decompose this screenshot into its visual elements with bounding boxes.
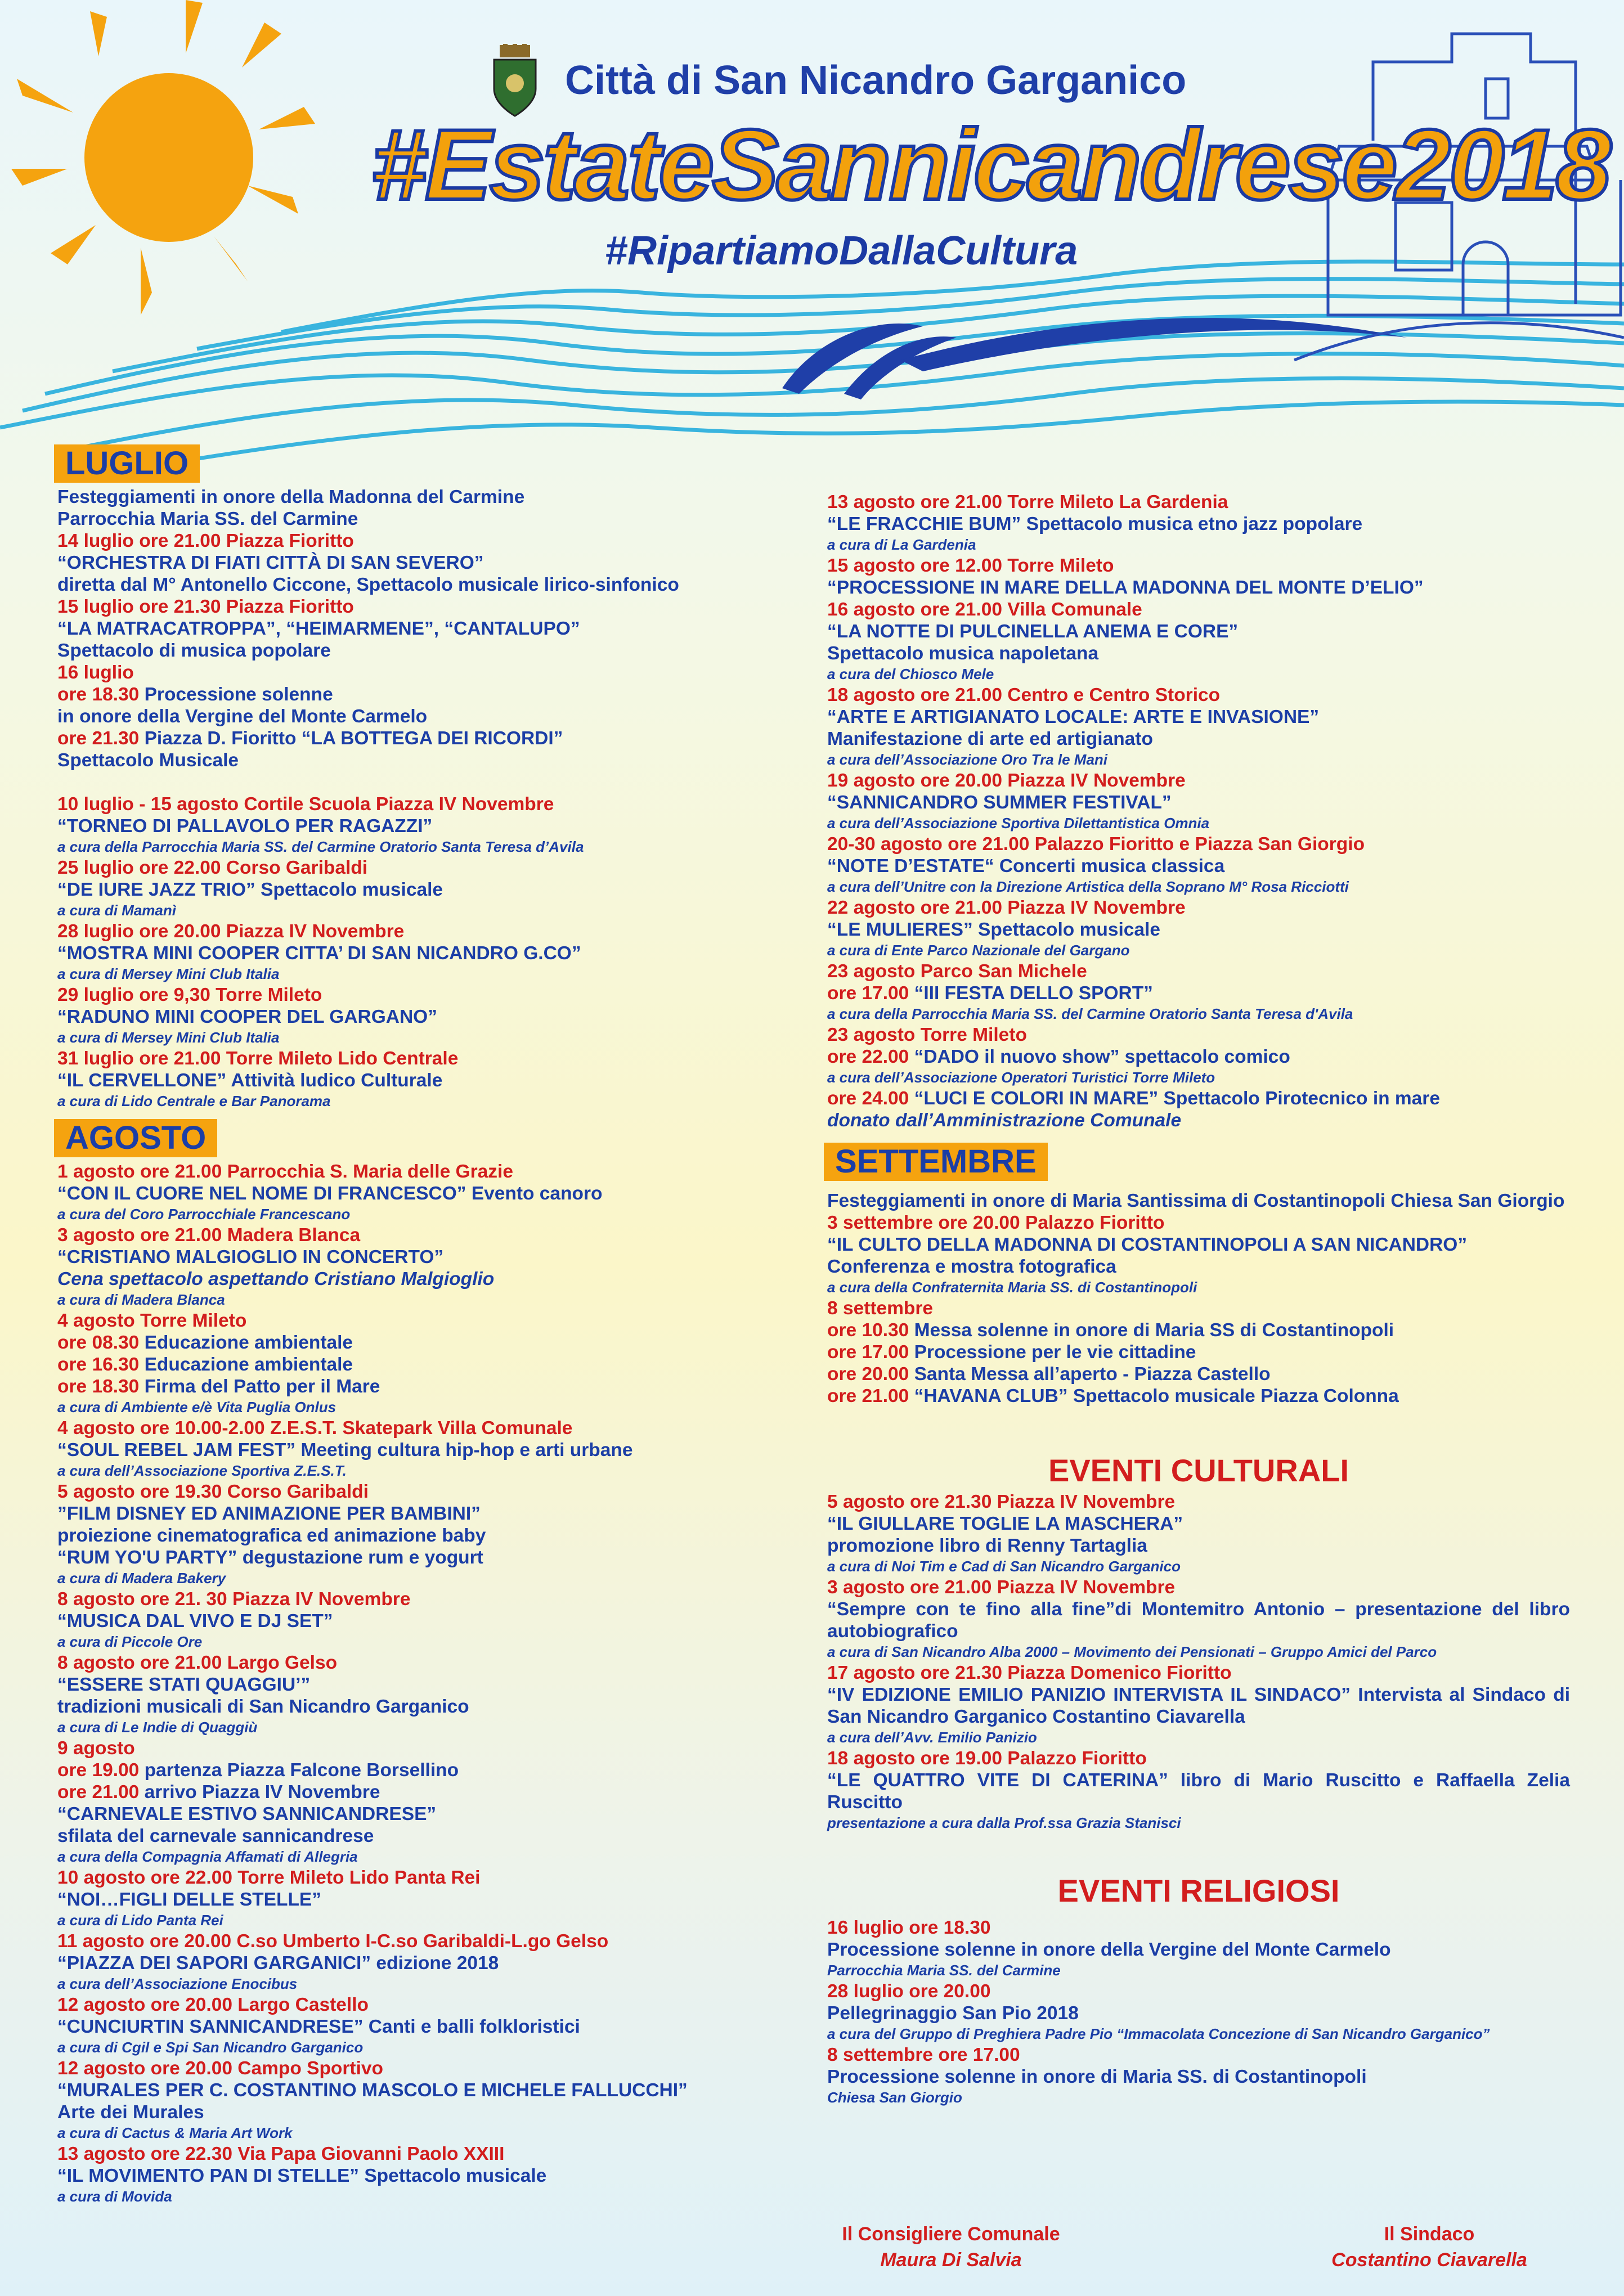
event-organizer: a cura di Ente Parco Nazionale del Gargano	[827, 942, 1130, 959]
event-organizer: a cura della Confraternita Maria SS. di Costantinopoli	[827, 1279, 1197, 1296]
event-text: “DADO il nuovo show” spettacolo comico	[914, 1046, 1290, 1067]
event-text: “LUCI E COLORI IN MARE” Spettacolo Pirotecnico in mare	[914, 1088, 1440, 1109]
event-date: 18 agosto ore 19.00 Palazzo Fioritto	[827, 1748, 1147, 1769]
event-organizer: a cura del Chiosco Mele	[827, 666, 994, 682]
event-organizer: Chiesa San Giorgio	[827, 2089, 962, 2106]
event-organizer: presentazione a cura dalla Prof.ssa Grazia Stanisci	[827, 1814, 1181, 1831]
luglio-events	[57, 486, 761, 1111]
event-description: “NOI…FIGLI DELLE STELLE”	[57, 1889, 321, 1910]
event-organizer: a cura di Lido Panta Rei	[57, 1912, 223, 1929]
event-date: 4 agosto Torre Mileto	[57, 1310, 247, 1331]
event-date: 17 agosto ore 21.30 Piazza Domenico Fioritto	[827, 1663, 1232, 1683]
event-text: Messa solenne in onore di Maria SS di Costantinopoli	[914, 1320, 1394, 1341]
event-organizer: a cura di La Gardenia	[827, 536, 976, 553]
event-date: 8 settembre ore 17.00	[827, 2045, 1020, 2065]
event-line	[827, 1046, 1570, 1068]
event-description: “ESSERE STATI QUAGGIU’”	[57, 1674, 311, 1695]
event-text: arrivo Piazza IV Novembre	[144, 1782, 380, 1803]
event-line	[827, 1341, 1570, 1363]
event-date: 3 agosto ore 21.00 Madera Blanca	[57, 1225, 361, 1246]
event-date: 10 luglio - 15 agosto Cortile Scuola Piazza IV Novembre	[57, 794, 554, 815]
event-description: “CUNCIURTIN SANNICANDRESE” Canti e balli folkloristici	[57, 2016, 580, 2037]
culturali-events	[827, 1491, 1570, 1833]
event-organizer: a cura dell’Associazione Operatori Turistici Torre Mileto	[827, 1069, 1215, 1086]
event-description: “ARTE E ARTIGIANATO LOCALE: ARTE E INVASIONE”	[827, 707, 1320, 727]
event-description: “CON IL CUORE NEL NOME DI FRANCESCO” Evento canoro	[57, 1183, 603, 1204]
event-description: “PIAZZA DEI SAPORI GARGANICI” edizione 2018	[57, 1953, 499, 1974]
event-description: “LE QUATTRO VITE DI CATERINA” libro di Mario Ruscitto e Raffaella Zelia Ruscitto	[827, 1770, 1570, 1813]
event-date: 9 agosto	[57, 1738, 135, 1759]
event-description: “DE IURE JAZZ TRIO” Spettacolo musicale	[57, 879, 443, 900]
event-date: 16 luglio	[57, 662, 134, 683]
event-organizer: a cura di Piccole Ore	[57, 1633, 203, 1650]
event-date: 13 agosto ore 21.00 Torre Mileto La Gardenia	[827, 492, 1228, 513]
event-line	[57, 1332, 761, 1354]
event-text: “III FESTA DELLO SPORT”	[914, 983, 1153, 1004]
event-description: Festeggiamenti in onore della Madonna del Carmine	[57, 487, 525, 507]
event-description: Spettacolo musica napoletana	[827, 643, 1099, 664]
right-column	[827, 491, 1570, 2108]
event-description: “NOTE D’ESTATE“ Concerti musica classica	[827, 856, 1225, 877]
event-text: Santa Messa all’aperto - Piazza Castello	[914, 1364, 1271, 1385]
event-description: “TORNEO DI PALLAVOLO PER RAGAZZI”	[57, 816, 433, 837]
event-date: 10 agosto ore 22.00 Torre Mileto Lido Panta Rei	[57, 1867, 481, 1888]
event-description: Cena spettacolo aspettando Cristiano Malgioglio	[57, 1269, 495, 1289]
event-date: 8 settembre	[827, 1298, 934, 1319]
event-organizer: a cura dell’Associazione Oro Tra le Mani	[827, 751, 1108, 768]
event-organizer: a cura di Movida	[57, 2188, 172, 2205]
event-organizer: a cura dell’Avv. Emilio Panizio	[827, 1729, 1037, 1746]
event-organizer: a cura del Coro Parrocchiale Francescano	[57, 1206, 351, 1223]
event-date: 19 agosto ore 20.00 Piazza IV Novembre	[827, 770, 1186, 791]
event-date: 15 agosto ore 12.00 Torre Mileto	[827, 555, 1114, 576]
agosto-events-left	[57, 1161, 761, 2207]
event-text: Processione solenne	[144, 684, 333, 705]
event-description: “SOUL REBEL JAM FEST” Meeting cultura hip-hop e arti urbane	[57, 1440, 633, 1461]
event-date: 3 agosto ore 21.00 Piazza IV Novembre	[827, 1577, 1176, 1598]
eventi-religiosi-title: EVENTI RELIGIOSI	[1057, 1873, 1340, 1908]
event-time: ore 19.00	[57, 1760, 145, 1781]
event-organizer: a cura di Mersey Mini Club Italia	[57, 965, 280, 982]
event-text: Piazza D. Fioritto “LA BOTTEGA DEI RICORDI”	[144, 728, 563, 749]
event-description: Manifestazione di arte ed artigianato	[827, 729, 1153, 749]
event-description: “IL GIULLARE TOGLIE LA MASCHERA”	[827, 1513, 1183, 1534]
signature-left-title: Il Consigliere Comunale	[842, 2223, 1060, 2245]
city-name: Città di San Nicandro Garganico	[565, 58, 1187, 103]
event-date: 25 luglio ore 22.00 Corso Garibaldi	[57, 857, 368, 878]
event-organizer: a cura di Mersey Mini Club Italia	[57, 1029, 280, 1046]
event-date: 8 agosto ore 21. 30 Piazza IV Novembre	[57, 1589, 411, 1610]
event-description: “Sempre con te fino alla fine”di Montemitro Antonio – presentazione del libro autobiografico	[827, 1599, 1570, 1642]
signature-sindaco	[1311, 2221, 1547, 2273]
event-date: 13 agosto ore 22.30 Via Papa Giovanni Paolo XXIII	[57, 2144, 505, 2164]
month-settembre: SETTEMBRE	[824, 1143, 1048, 1181]
event-description: “MUSICA DAL VIVO E DJ SET”	[57, 1611, 333, 1632]
event-description: “IL CERVELLONE” Attività ludico Culturale	[57, 1070, 443, 1091]
subtitle: #RipartiamoDallaCultura	[605, 228, 1078, 273]
event-date: 11 agosto ore 20.00 C.so Umberto I-C.so Garibaldi-L.go Gelso	[57, 1931, 609, 1952]
event-text: Educazione ambientale	[144, 1332, 353, 1353]
event-date: 23 agosto Torre Mileto	[827, 1025, 1027, 1045]
event-organizer: a cura di Cgil e Spi San Nicandro Garganico	[57, 2039, 364, 2056]
spacer	[57, 771, 761, 793]
eventi-culturali-title: EVENTI CULTURALI	[1048, 1453, 1349, 1488]
event-description: “MOSTRA MINI COOPER CITTA’ DI SAN NICANDRO G.CO”	[57, 943, 581, 964]
event-date: 23 agosto Parco San Michele	[827, 961, 1087, 982]
event-description: sfilata del carnevale sannicandrese	[57, 1826, 374, 1846]
event-line	[57, 1376, 761, 1398]
event-description: “CRISTIANO MALGIOGLIO IN CONCERTO”	[57, 1247, 444, 1268]
event-description: tradizioni musicali di San Nicandro Garganico	[57, 1696, 469, 1717]
event-organizer: a cura della Parrocchia Maria SS. del Carmine Oratorio Santa Teresa d'Avila	[827, 1005, 1353, 1022]
event-date: 14 luglio ore 21.00 Piazza Fioritto	[57, 531, 354, 551]
event-organizer: a cura di Ambiente e/è Vita Puglia Onlus	[57, 1399, 337, 1416]
signature-right-title: Il Sindaco	[1384, 2223, 1475, 2245]
event-date: 16 luglio ore 18.30	[827, 1917, 991, 1938]
event-line	[57, 1354, 761, 1376]
event-description: “ORCHESTRA DI FIATI CITTÀ DI SAN SEVERO”	[57, 552, 484, 573]
event-organizer: Parrocchia Maria SS. del Carmine	[827, 1962, 1061, 1979]
event-time: ore 21.30	[57, 728, 145, 749]
event-date: 5 agosto ore 21.30 Piazza IV Novembre	[827, 1491, 1176, 1512]
event-organizer: a cura di Cactus & Maria Art Work	[57, 2124, 293, 2141]
event-line	[827, 1088, 1570, 1109]
signature-consigliere	[822, 2221, 1080, 2273]
event-text: partenza Piazza Falcone Borsellino	[144, 1760, 459, 1781]
event-time: ore 17.00	[827, 1342, 914, 1363]
event-time: ore 20.00	[827, 1364, 914, 1385]
event-description: “CARNEVALE ESTIVO SANNICANDRESE”	[57, 1804, 437, 1825]
event-line	[57, 1759, 761, 1781]
left-column	[57, 444, 761, 2207]
event-organizer: a cura di Lido Centrale e Bar Panorama	[57, 1093, 331, 1109]
event-organizer: a cura dell’Unitre con la Direzione Artistica della Soprano M° Rosa Ricciotti	[827, 878, 1349, 895]
event-description: Parrocchia Maria SS. del Carmine	[57, 509, 358, 529]
event-description: Spettacolo di musica popolare	[57, 640, 331, 661]
event-description: Spettacolo Musicale	[57, 750, 239, 771]
event-description: “LA MATRACATROPPA”, “HEIMARMENE”, “CANTALUPO”	[57, 618, 580, 639]
event-description: “IL MOVIMENTO PAN DI STELLE” Spettacolo musicale	[57, 2165, 547, 2186]
event-organizer: a cura della Compagnia Affamati di Allegria	[57, 1848, 358, 1865]
event-date: 22 agosto ore 21.00 Piazza IV Novembre	[827, 897, 1186, 918]
event-date: 4 agosto ore 10.00-2.00 Z.E.S.T. Skatepark Villa Comunale	[57, 1418, 573, 1439]
event-time: ore 24.00	[827, 1088, 914, 1109]
signature-left-name: Maura Di Salvia	[880, 2249, 1022, 2271]
event-date: 3 settembre ore 20.00 Palazzo Fioritto	[827, 1212, 1165, 1233]
event-description: donato dall’Amministrazione Comunale	[827, 1110, 1182, 1131]
event-time: ore 21.00	[827, 1386, 914, 1407]
event-description: Processione solenne in onore della Vergine del Monte Carmelo	[827, 1939, 1391, 1960]
event-time: ore 22.00	[827, 1046, 914, 1067]
event-description: “SANNICANDRO SUMMER FESTIVAL”	[827, 792, 1172, 813]
event-line	[827, 1363, 1570, 1385]
event-date: 1 agosto ore 21.00 Parrocchia S. Maria delle Grazie	[57, 1161, 513, 1182]
event-description: Conferenza e mostra fotografica	[827, 1256, 1116, 1277]
event-description: “RADUNO MINI COOPER DEL GARGANO”	[57, 1007, 437, 1027]
event-date: 15 luglio ore 21.30 Piazza Fioritto	[57, 596, 354, 617]
event-description: Arte dei Murales	[57, 2102, 204, 2123]
event-date: 28 luglio ore 20.00	[827, 1981, 991, 2002]
event-description: diretta dal M° Antonello Ciccone, Spettacolo musicale lirico-sinfonico	[57, 574, 679, 595]
event-text: Educazione ambientale	[144, 1354, 353, 1375]
event-description: “LA NOTTE DI PULCINELLA ANEMA E CORE”	[827, 621, 1239, 642]
event-description: “LE MULIERES” Spettacolo musicale	[827, 919, 1160, 940]
event-date: 20-30 agosto ore 21.00 Palazzo Fioritto e Piazza San Giorgio	[827, 834, 1365, 855]
event-time: ore 18.30	[57, 1376, 145, 1397]
city-row	[490, 44, 1186, 117]
event-description: in onore della Vergine del Monte Carmelo	[57, 706, 428, 727]
event-date: 12 agosto ore 20.00 Campo Sportivo	[57, 2058, 383, 2079]
event-time: ore 17.00	[827, 983, 914, 1004]
event-organizer: a cura di Noi Tim e Cad di San Nicandro Garganico	[827, 1558, 1181, 1575]
event-description: Festeggiamenti in onore di Maria Santissima di Costantinopoli Chiesa San Giorgio	[827, 1190, 1565, 1211]
event-description: Pellegrinaggio San Pio 2018	[827, 2003, 1079, 2024]
event-date: 12 agosto ore 20.00 Largo Castello	[57, 1994, 369, 2015]
event-organizer: a cura di Mamanì	[57, 902, 176, 919]
header	[0, 0, 1624, 506]
agosto-events-right	[827, 491, 1570, 1131]
event-time: ore 18.30	[57, 684, 145, 705]
month-agosto: AGOSTO	[54, 1119, 217, 1157]
event-description: “MURALES PER C. COSTANTINO MASCOLO E MICHELE FALLUCCHI”	[57, 2080, 688, 2101]
event-time: ore 08.30	[57, 1332, 145, 1353]
event-line	[57, 1781, 761, 1803]
signature-right-name: Costantino Ciavarella	[1331, 2249, 1527, 2271]
event-organizer: a cura della Parrocchia Maria SS. del Carmine Oratorio Santa Teresa d’Avila	[57, 838, 584, 855]
event-date: 18 agosto ore 21.00 Centro e Centro Storico	[827, 685, 1221, 706]
event-text: “HAVANA CLUB” Spettacolo musicale Piazza Colonna	[914, 1386, 1399, 1407]
event-date: 8 agosto ore 21.00 Largo Gelso	[57, 1652, 338, 1673]
event-date: 16 agosto ore 21.00 Villa Comunale	[827, 599, 1142, 620]
event-time: ore 10.30	[827, 1320, 914, 1341]
event-description: “PROCESSIONE IN MARE DELLA MADONNA DEL MONTE D’ELIO”	[827, 577, 1424, 598]
event-organizer: a cura dell’Associazione Sportiva Dilettantistica Omnia	[827, 815, 1210, 832]
event-line	[57, 684, 761, 706]
event-organizer: a cura dell’Associazione Sportiva Z.E.S.T.	[57, 1462, 347, 1479]
event-description: “LE FRACCHIE BUM” Spettacolo musica etno jazz popolare	[827, 514, 1363, 534]
main-title: #EstateSannicandrese2018	[371, 109, 1609, 221]
event-description: ”FILM DISNEY ED ANIMAZIONE PER BAMBINI”	[57, 1503, 481, 1524]
event-line	[827, 1319, 1570, 1341]
event-organizer: a cura di Le Indie di Quaggiù	[57, 1719, 258, 1736]
event-text: Firma del Patto per il Mare	[144, 1376, 380, 1397]
event-line	[827, 1385, 1570, 1407]
event-organizer: a cura di Madera Bakery	[57, 1570, 226, 1587]
event-organizer: a cura dell’Associazione Enocibus	[57, 1975, 298, 1992]
event-organizer: a cura del Gruppo di Preghiera Padre Pio “Immacolata Concezione di San Nicandro Garganico”	[827, 2025, 1490, 2042]
religiosi-events	[827, 1917, 1570, 2108]
event-text: Processione per le vie cittadine	[914, 1342, 1196, 1363]
event-time: ore 16.30	[57, 1354, 145, 1375]
event-date: 31 luglio ore 21.00 Torre Mileto Lido Centrale	[57, 1048, 459, 1069]
event-organizer: a cura di San Nicandro Alba 2000 – Movimento dei Pensionati – Gruppo Amici del Parco	[827, 1643, 1437, 1660]
event-description: “RUM YO'U PARTY” degustazione rum e yogurt	[57, 1547, 483, 1568]
settembre-events	[827, 1190, 1570, 1407]
event-description: promozione libro di Renny Tartaglia	[827, 1535, 1147, 1556]
event-date: 28 luglio ore 20.00 Piazza IV Novembre	[57, 921, 405, 942]
crest-icon	[490, 44, 540, 117]
event-description: “IV EDIZIONE EMILIO PANIZIO INTERVISTA IL SINDACO” Intervista al Sindaco di San Nicandro Garganico Costantino Ciavarella	[827, 1684, 1570, 1727]
event-line	[57, 727, 761, 749]
event-description: proiezione cinematografica ed animazione baby	[57, 1525, 486, 1546]
event-organizer: a cura di Madera Blanca	[57, 1291, 225, 1308]
event-description: Processione solenne in onore di Maria SS. di Costantinopoli	[827, 2066, 1367, 2087]
event-time: ore 21.00	[57, 1782, 145, 1803]
month-luglio: LUGLIO	[54, 444, 200, 483]
event-date: 29 luglio ore 9,30 Torre Mileto	[57, 985, 322, 1005]
event-date: 5 agosto ore 19.30 Corso Garibaldi	[57, 1481, 369, 1502]
event-line	[827, 982, 1570, 1004]
event-description: “IL CULTO DELLA MADONNA DI COSTANTINOPOLI A SAN NICANDRO”	[827, 1234, 1468, 1255]
